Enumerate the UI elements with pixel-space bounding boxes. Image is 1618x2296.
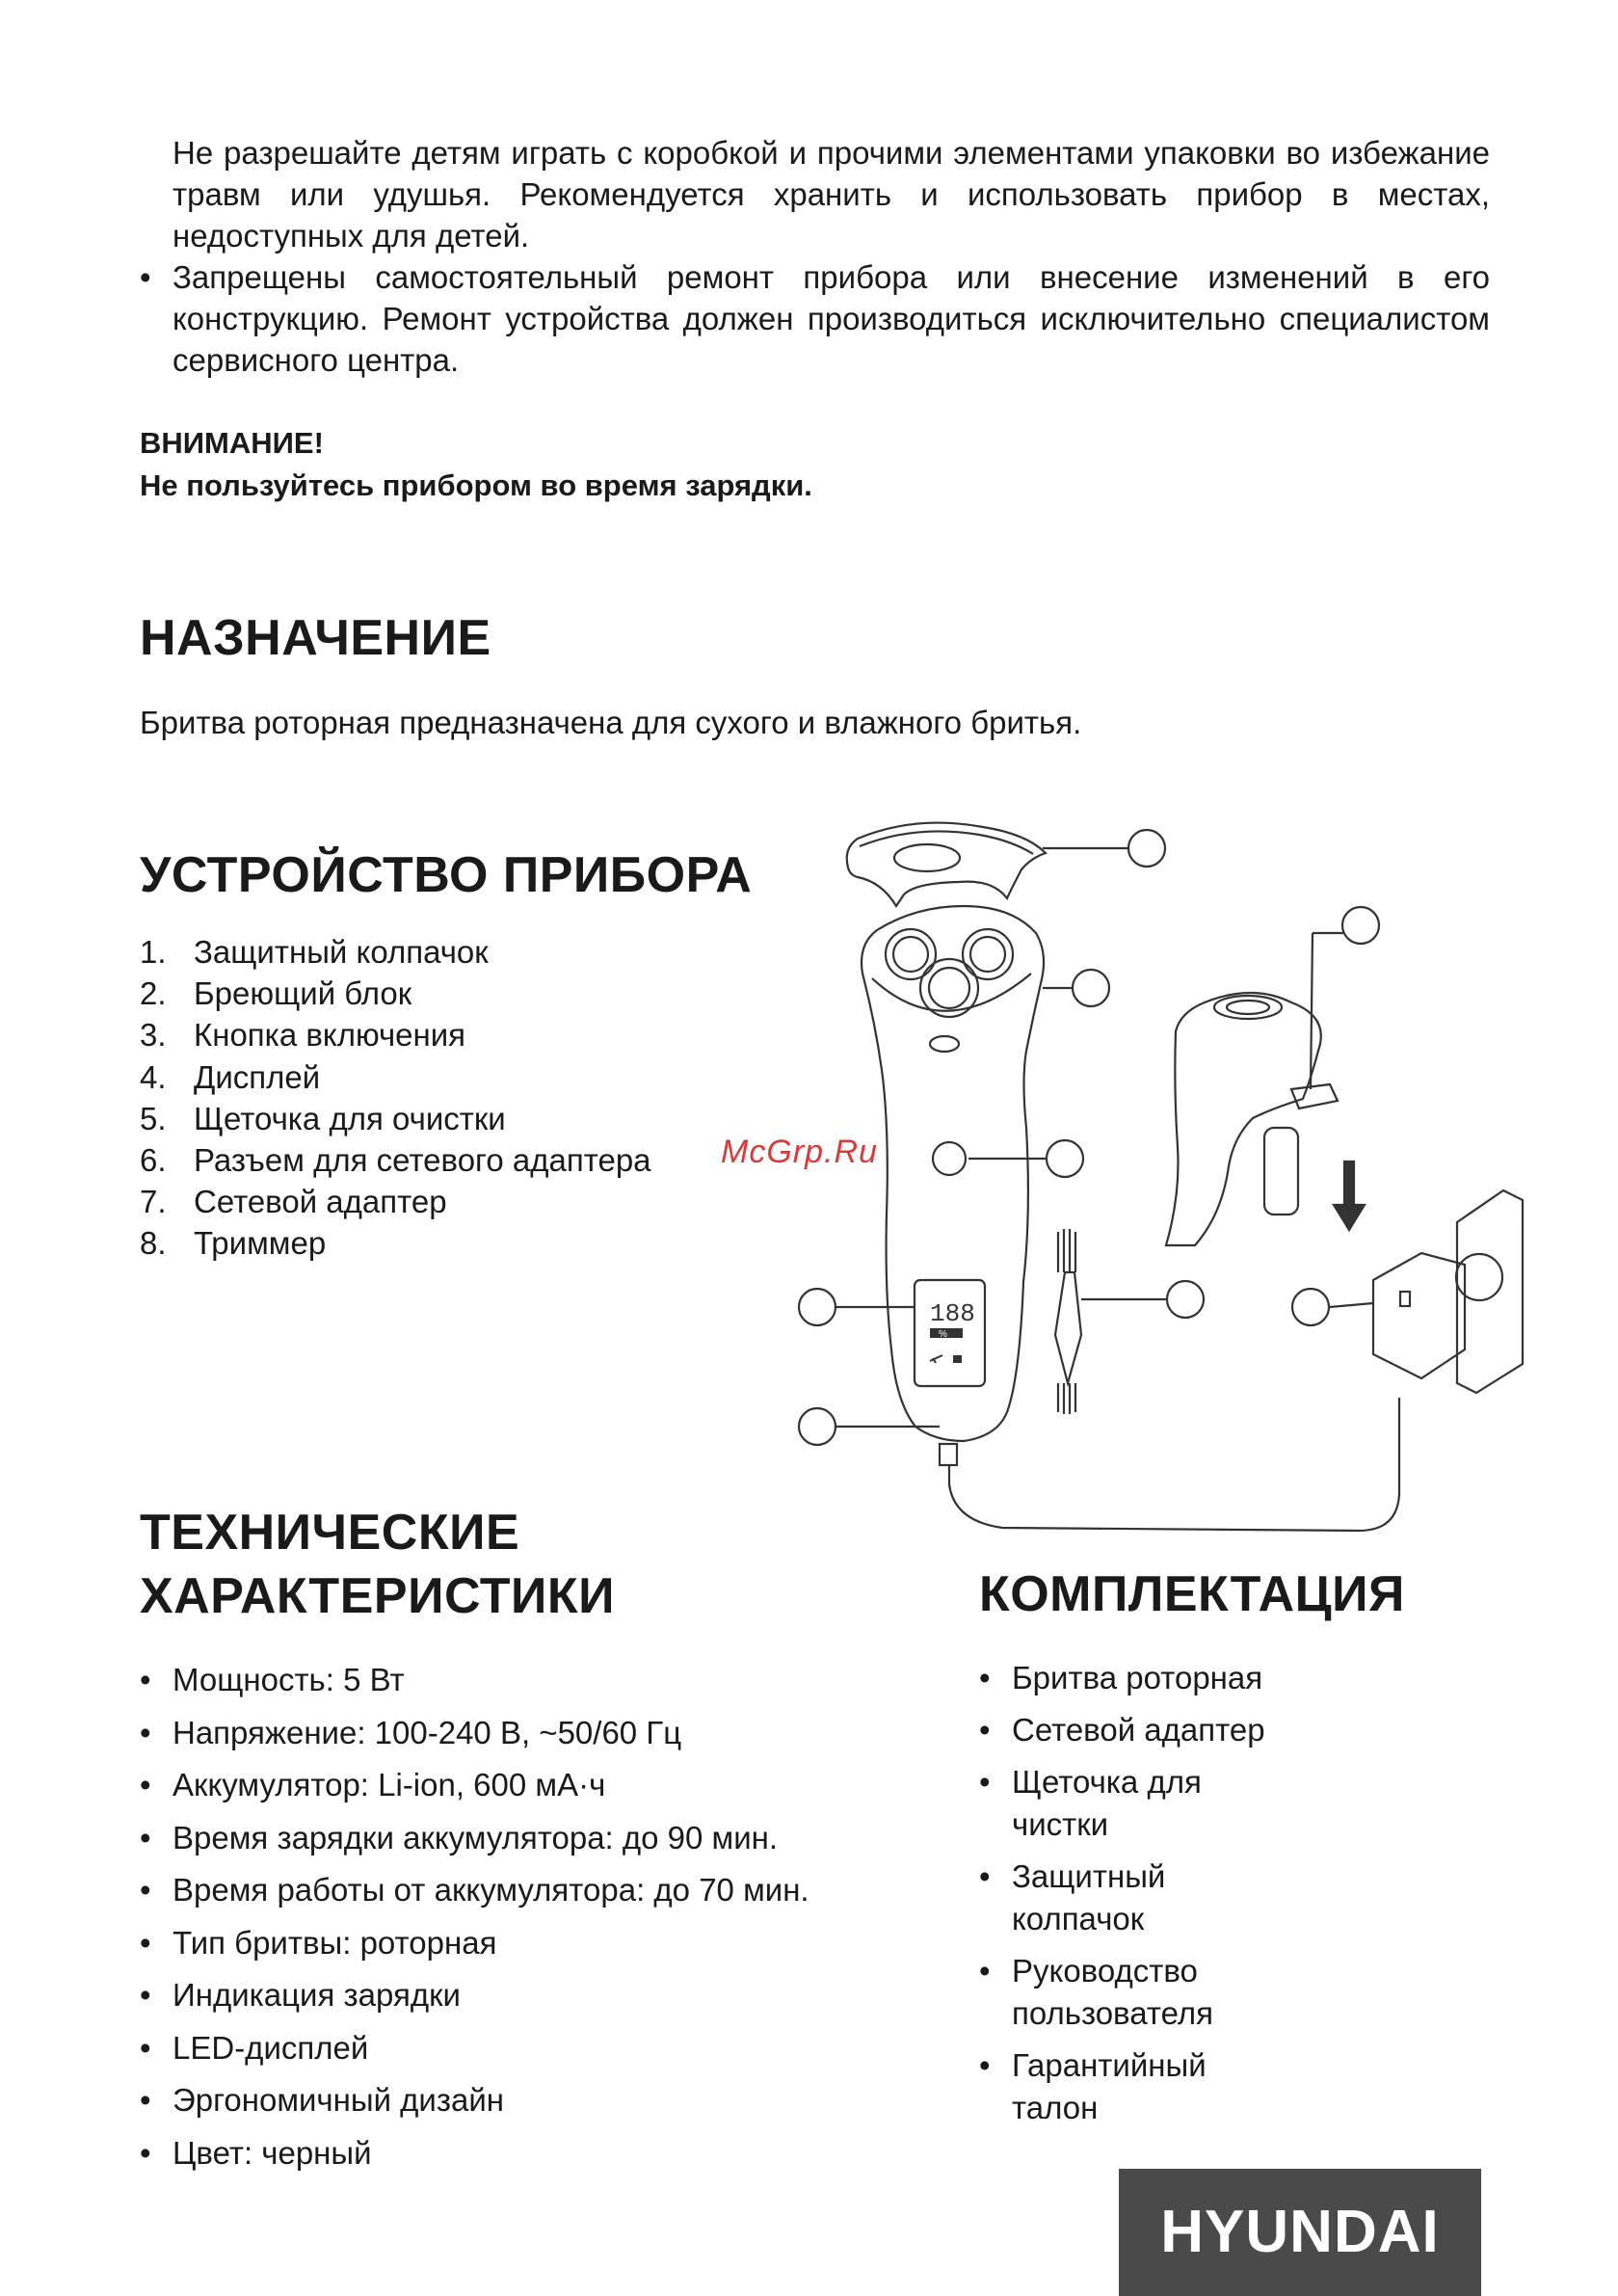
list-item: • Аккумулятор: Li-ion, 600 мА·ч (140, 1764, 930, 1806)
warning-title: ВНИМАНИЕ! (140, 426, 324, 460)
power-cord (949, 1398, 1399, 1531)
specs-heading-line-1: ТЕХНИЧЕСКИЕ (140, 1505, 520, 1561)
list-item: • Напряжение: 100-240 В, ~50/60 Гц (140, 1712, 930, 1754)
list-item: 2. Бреющий блок (140, 975, 412, 1012)
kit-list (979, 1657, 1297, 2139)
cleaning-brush (1055, 1272, 1081, 1383)
brand-logo: HYUNDAI (1119, 2169, 1481, 2296)
watermark: McGrp.Ru (721, 1134, 878, 1170)
plug-icon (930, 1355, 942, 1363)
list-item: • Бритва роторная (979, 1657, 1297, 1699)
bullet-dot: • (140, 259, 151, 295)
list-item: • Цвет: черный (140, 2132, 930, 2175)
callout-circle-8 (1342, 907, 1379, 944)
purpose-text: Бритва роторная предназначена для сухого и влажного бритья. (140, 705, 1082, 740)
list-item: 3. Кнопка включения (140, 1017, 466, 1054)
list-item: 7. Сетевой адаптер (140, 1184, 447, 1220)
list-item: • Сетевой адаптер (979, 1709, 1297, 1751)
callout-circle-3 (1047, 1140, 1083, 1177)
list-item: • Время работы от аккумулятора: до 70 мин. (140, 1869, 930, 1911)
callout-circle-4 (799, 1289, 836, 1325)
list-item: • Щеточка для чистки (979, 1761, 1297, 1846)
power-button-shape (933, 1142, 966, 1175)
intro-paragraph-2-text: Запрещены самостоятельный ремонт прибора или внесение изменений в его конструкцию. Ремонт устройства должен производиться исключительно специалистом сервисного центра. (172, 259, 1490, 378)
device-heading: УСТРОЙСТВО ПРИБОРА (140, 847, 753, 903)
list-item: 6. Разъем для сетевого адаптера (140, 1142, 651, 1179)
specs-heading-line-2: ХАРАКТЕРИСТИКИ (140, 1568, 615, 1624)
list-item: • Мощность: 5 Вт (140, 1659, 930, 1701)
kit-heading: КОМПЛЕКТАЦИЯ (979, 1566, 1405, 1622)
list-item: 1. Защитный колпачок (140, 934, 489, 970)
arrow-down-icon (1334, 1161, 1365, 1230)
callout-circle-6 (799, 1408, 836, 1445)
list-item: • Тип бритвы: роторная (140, 1922, 930, 1964)
callout-circle-5 (1167, 1281, 1204, 1318)
wall-socket (1457, 1190, 1523, 1393)
warning-text: Не пользуйтесь прибором во время зарядки. (140, 468, 812, 502)
list-item: • Время зарядки аккумулятора: до 90 мин. (140, 1817, 930, 1859)
list-item: • Гарантийный талон (979, 2044, 1297, 2129)
intro-paragraph-1: Не разрешайте детям играть с коробкой и прочими элементами упаковки во избежание травм или удушья. Рекомендуется хранить и использовать прибор в местах, недоступных для детей. (172, 135, 1490, 254)
callout-circle-2 (1073, 970, 1109, 1006)
protective-cap-shape (847, 823, 1046, 906)
list-item: 4. Дисплей (140, 1058, 321, 1095)
list-item: 8. Триммер (140, 1225, 327, 1262)
callout-circle-7 (1292, 1289, 1329, 1325)
intro-paragraph-2 (140, 256, 1490, 381)
purpose-heading: НАЗНАЧЕНИЕ (140, 610, 491, 666)
device-illustration (790, 810, 1542, 1542)
specs-list (140, 1659, 930, 2184)
power-adapter (1373, 1253, 1465, 1378)
list-item: • LED-дисплей (140, 2027, 930, 2069)
list-item: • Индикация зарядки (140, 1974, 930, 2016)
parts-list (140, 931, 651, 1265)
list-item: • Руководство пользователя (979, 1950, 1297, 2035)
list-item: • Защитный колпачок (979, 1855, 1297, 1940)
shaver-body (862, 906, 1044, 1441)
list-item: • Эргономичный дизайн (140, 2079, 930, 2122)
display-percent: % (939, 1329, 947, 1340)
list-item: 5. Щеточка для очистки (140, 1100, 506, 1136)
callout-circle-1 (1128, 830, 1165, 867)
lock-icon (953, 1355, 962, 1363)
display-readout: 188 (930, 1299, 975, 1328)
